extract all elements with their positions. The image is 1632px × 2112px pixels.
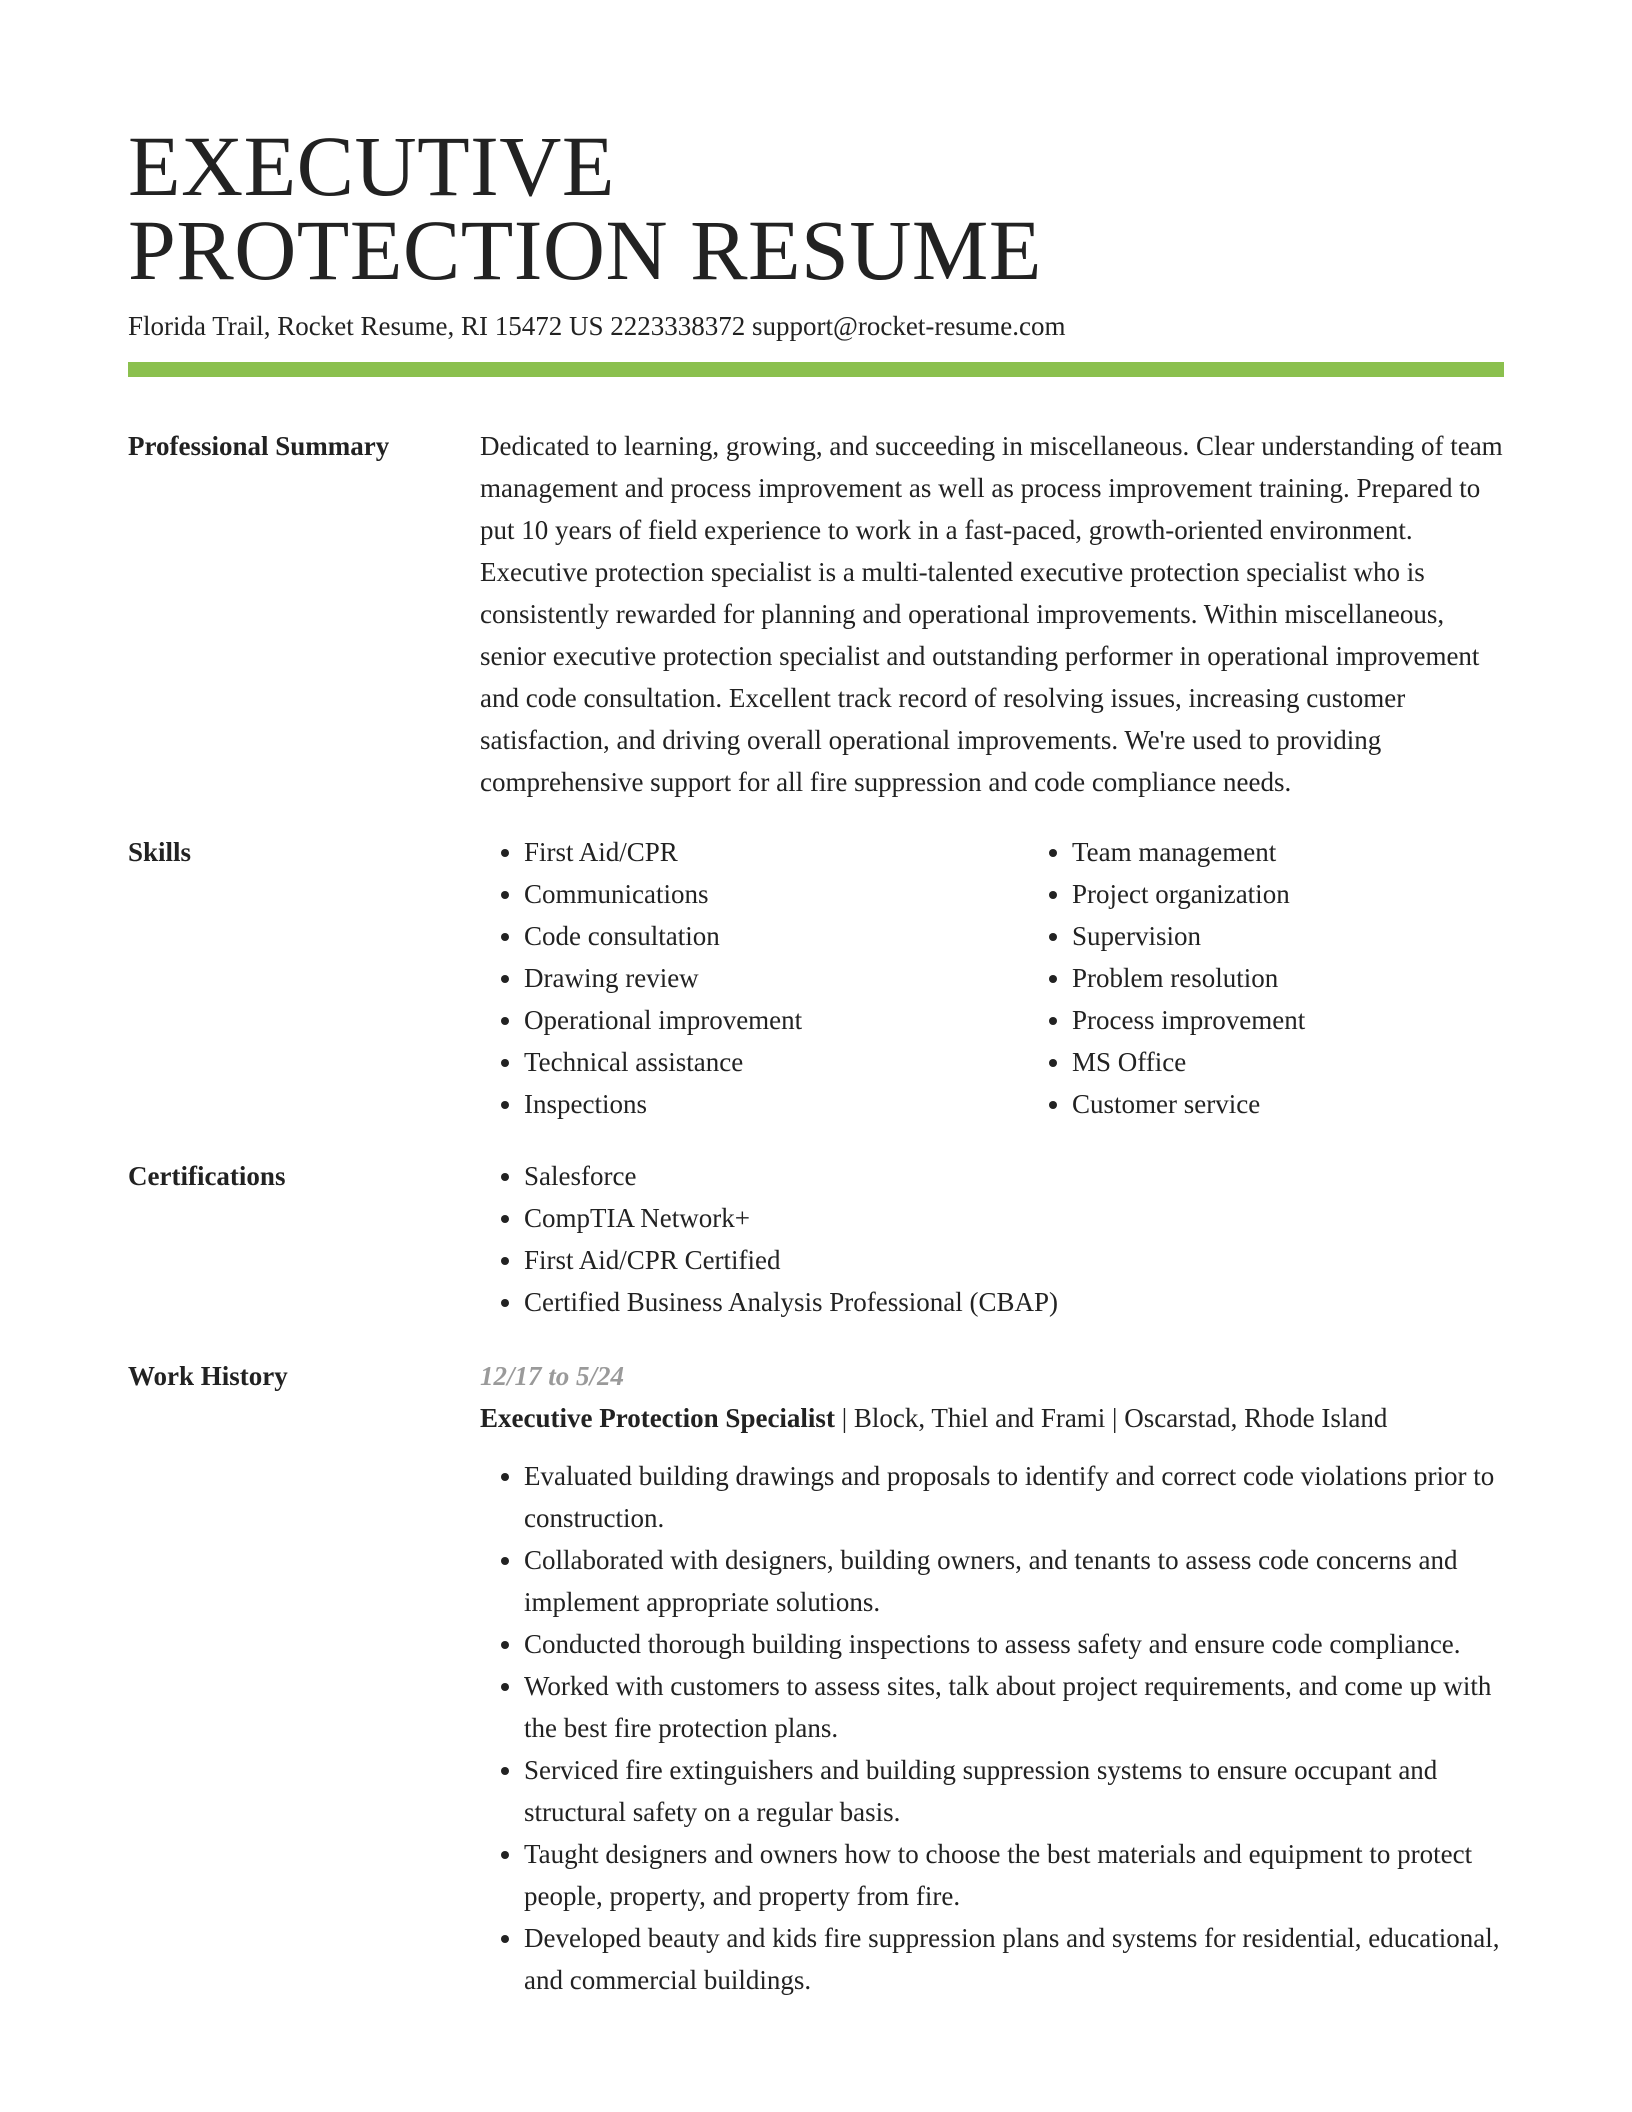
list-item: • Operational improvement — [524, 999, 1028, 1041]
section-label-work-history: Work History — [128, 1361, 288, 1391]
list-item: • Taught designers and owners how to choose the best materials and equipment to protect people, property, and property from fire. — [524, 1833, 1504, 1917]
list-item: • Inspections — [524, 1083, 1028, 1125]
skills-list-right — [1028, 831, 1592, 1125]
list-item: • Developed beauty and kids fire suppression plans and systems for residential, educational, and commercial buildings. — [524, 1917, 1504, 2001]
section-work-history — [128, 1355, 1504, 2001]
title-line-1: EXECUTIVE — [128, 118, 615, 214]
skills-columns — [480, 831, 1592, 1125]
list-item: • Project organization — [1072, 873, 1592, 915]
accent-divider — [128, 362, 1504, 377]
resume-page — [128, 118, 1504, 2001]
list-item: • Process improvement — [1072, 999, 1592, 1041]
certifications-list — [480, 1155, 1504, 1323]
list-item: • Salesforce — [524, 1155, 1504, 1197]
resume-title — [128, 118, 1504, 298]
list-item: • Customer service — [1072, 1083, 1592, 1125]
list-item: • Serviced fire extinguishers and building suppression systems to ensure occupant and structural safety on a regular basis. — [524, 1749, 1504, 1833]
section-body-work-history — [480, 1355, 1504, 2001]
list-item: • Collaborated with designers, building owners, and tenants to assess code concerns and implement appropriate solutions. — [524, 1539, 1504, 1623]
summary-text: Dedicated to learning, growing, and succeeding in miscellaneous. Clear understanding of team management and process improvement as well as process improvement training. Prepared to put 10 years of field experience to work in a fast-paced, growth-oriented environment. Executive protection specialist is a multi-talented executive protection specialist who is consistently rewarded for planning and operational improvements. Within miscellaneous, senior executive protection specialist and outstanding performer in operational improvement and code consultation. Excellent track record of resolving issues, increasing customer satisfaction, and driving overall operational improvements. We're used to providing comprehensive support for all fire suppression and code compliance needs. — [480, 431, 1503, 797]
list-item: • CompTIA Network+ — [524, 1197, 1504, 1239]
contact-line: Florida Trail, Rocket Resume, RI 15472 US 2223338372 support@rocket-resume.com — [128, 311, 1066, 341]
section-body-certifications — [480, 1155, 1504, 1323]
section-label-certifications: Certifications — [128, 1161, 286, 1191]
list-item: • Technical assistance — [524, 1041, 1028, 1083]
list-item: • Evaluated building drawings and proposals to identify and correct code violations prior to construction. — [524, 1455, 1504, 1539]
section-certifications — [128, 1155, 1504, 1323]
job-dates: 12/17 to 5/24 — [480, 1361, 625, 1391]
job-heading — [480, 1397, 1504, 1439]
skills-list-left — [480, 831, 1028, 1125]
job-bullets — [480, 1455, 1504, 2001]
list-item: • Conducted thorough building inspections to assess safety and ensure code compliance. — [524, 1623, 1504, 1665]
list-item: • Worked with customers to assess sites, talk about project requirements, and come up with the best fire protection plans. — [524, 1665, 1504, 1749]
section-skills — [128, 831, 1504, 1125]
list-item: • First Aid/CPR Certified — [524, 1239, 1504, 1281]
job-details: | Block, Thiel and Frami | Oscarstad, Rhode Island — [834, 1403, 1388, 1433]
list-item: • Team management — [1072, 831, 1592, 873]
list-item: • Code consultation — [524, 915, 1028, 957]
list-item: • Certified Business Analysis Professional (CBAP) — [524, 1281, 1504, 1323]
section-body-summary — [480, 425, 1504, 803]
list-item: • Drawing review — [524, 957, 1028, 999]
section-label-summary: Professional Summary — [128, 431, 390, 461]
list-item: • Communications — [524, 873, 1028, 915]
list-item: • First Aid/CPR — [524, 831, 1028, 873]
list-item: • Problem resolution — [1072, 957, 1592, 999]
list-item: • Supervision — [1072, 915, 1592, 957]
job-title: Executive Protection Specialist — [480, 1403, 835, 1433]
title-line-2: PROTECTION RESUME — [128, 202, 1042, 298]
section-label-skills: Skills — [128, 837, 192, 867]
list-item: • MS Office — [1072, 1041, 1592, 1083]
section-professional-summary — [128, 425, 1504, 803]
